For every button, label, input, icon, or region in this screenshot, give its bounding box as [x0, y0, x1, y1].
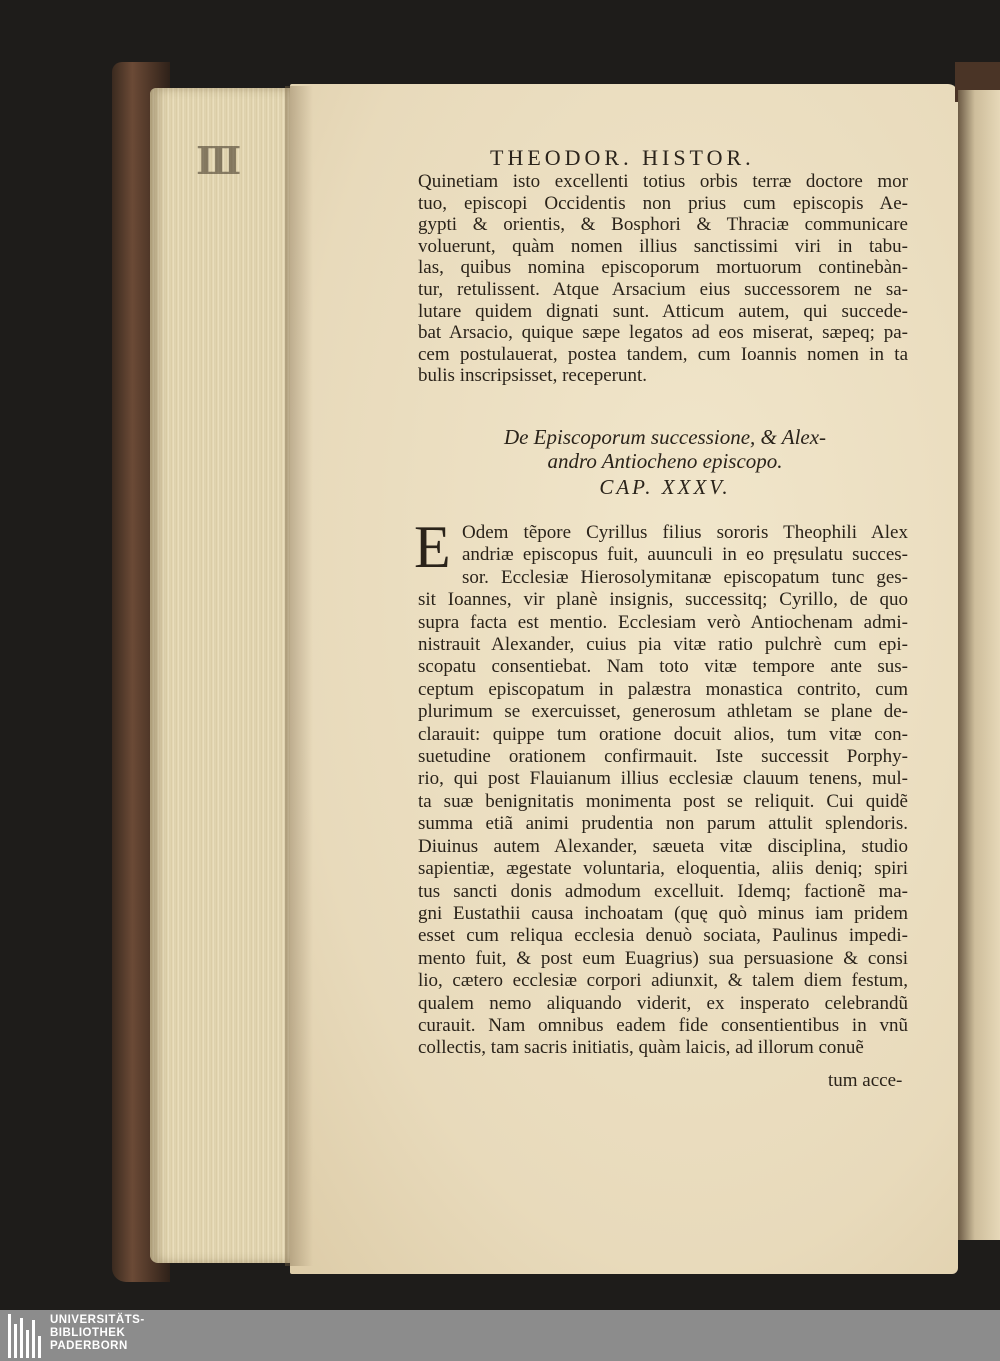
- text-line: lio, cætero ecclesiæ corpori adiunxit, & talem diem festum,: [418, 970, 908, 992]
- paragraph-1: [418, 171, 908, 387]
- text-line: gypti & orientis, & Bosphori & Thraciæ communicare: [418, 214, 908, 236]
- text-line: ceptum episcopatum in palæstra monastica contrito, cum: [418, 678, 908, 700]
- text-line: supra facta est mentio. Ecclesiam verò Antiochenam admi-: [418, 611, 908, 633]
- library-name-line: BIBLIOTHEK: [50, 1327, 126, 1339]
- text-line: bat Arsacio, quique sæpe legatos ad eos miserat, sæpeq; pa-: [418, 322, 908, 344]
- text-line: Odem tẽpore Cyrillus filius sororis Theophili Alex: [462, 522, 908, 543]
- text-line: sor. Ecclesiæ Hierosolymitanæ episcopatum tunc ges-: [462, 566, 908, 588]
- chapter-title-line: andro Antiocheno episcopo.: [547, 449, 783, 473]
- text-line: tus sancti donis admodum excelluit. Idemq; factionẽ ma-: [418, 880, 908, 902]
- text-line: qualem nemo aliquando viderit, ex insperato celebrandũ: [418, 992, 908, 1014]
- page-fore-edge: [150, 88, 298, 1263]
- text-line: voluerunt, quàm nomen illius sanctissimi viri in tabu-: [418, 235, 908, 257]
- footer-bar: [0, 1310, 1000, 1361]
- library-name-line: UNIVERSITÄTS-: [50, 1314, 145, 1326]
- text-line: sit Ioannes, vir planè insignis, successitq; Cyrillo, de quo: [418, 589, 908, 611]
- library-name-line: PADERBORN: [50, 1340, 128, 1352]
- text-line: summa etiã animi prudentia non parum attulit splendoris.: [418, 813, 908, 835]
- catchword: tum acce-: [828, 1070, 903, 1091]
- gutter-shadow: [285, 86, 313, 1266]
- text-line: scopatu consentiebat. Nam toto vitæ tempore ante sus-: [418, 656, 908, 678]
- library-name: [50, 1314, 145, 1353]
- text-line: bulis inscripsisset, receperunt.: [418, 365, 648, 387]
- text-line: rio, qui post Flauianum illius ecclesiæ clauum tenens, mul-: [418, 768, 908, 790]
- text-line: lutare quidem dignati sunt. Atticum autem, qui succede-: [418, 300, 908, 322]
- text-line: collectis, tam sacris initiatis, quàm laicis, ad illorum conuẽ: [418, 1037, 864, 1059]
- text-line: plurimum se exercuisset, generosum athletam se plane de-: [418, 701, 908, 723]
- running-head: THEODOR. HISTOR.: [490, 145, 755, 170]
- spine-mark: III: [196, 138, 238, 183]
- chapter-heading: [430, 425, 900, 499]
- text-line: esset cum reliqua ecclesia denuò sociata, Paulinus impedi-: [418, 925, 908, 947]
- text-line: Quinetiam isto excellenti totius orbis terræ doctore mor: [418, 171, 908, 192]
- text-line: tur, retulissent. Atque Arsacium eius successorem ne sa-: [418, 278, 908, 300]
- text-line: andriæ episcopus fuit, auunculi in eo pręsulatu succes-: [462, 544, 908, 566]
- text-line: tuo, episcopi Occidentis non prius cum episcopis Ae-: [418, 192, 908, 214]
- text-line: ta suæ benignitatis monimenta post se reliquit. Cui quidẽ: [418, 790, 908, 812]
- text-line: curauit. Nam omnibus eadem fide consentientibus in vnũ: [418, 1014, 908, 1036]
- text-line: nistrauit Alexander, cuius pia vitæ ratio pulchrè cum epi-: [418, 634, 908, 656]
- drop-cap: E: [414, 514, 451, 580]
- chapter-number: CAP. XXXV.: [599, 475, 731, 499]
- chapter-title-line: De Episcoporum successione, & Alex-: [503, 425, 827, 449]
- text-line: clarauit: quippe tum oratione docuit alios, tum vitæ con-: [418, 723, 908, 745]
- text-line: gni Eustathii causa inchoatam (quę quò minus iam pridem: [418, 902, 908, 924]
- facing-page-edge: [958, 90, 1000, 1240]
- text-line: Diuinus autem Alexander, sæueta vitæ disciplina, studio: [418, 835, 908, 857]
- text-line: sapientiæ, ægestate voluntaria, eloquentia, aliis deniq; spiri: [418, 858, 908, 880]
- text-line: las, quibus nomina episcoporum mortuorum continebàn-: [418, 257, 908, 279]
- library-logo-icon: [8, 1314, 44, 1358]
- paragraph-2: [418, 522, 908, 1060]
- text-line: mento fuit, & post eum Euagrius) sua persuasione & consi: [418, 947, 908, 969]
- text-line: suetudine orationem confirmauit. Iste successit Porphy-: [418, 746, 908, 768]
- text-line: cem postulauerat, postea tandem, cum Ioannis nomen in ta: [418, 343, 908, 365]
